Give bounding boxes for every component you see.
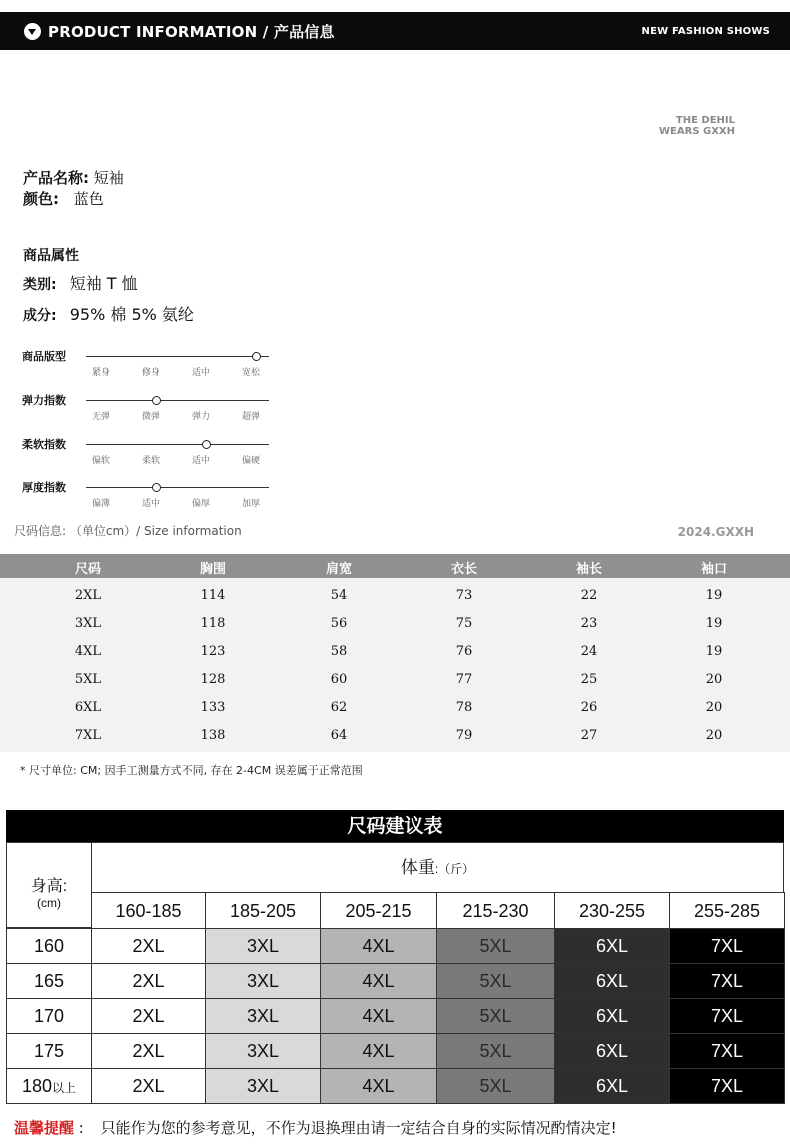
size-cell: 3XL: [205, 1068, 321, 1104]
measurement-cell: 58: [330, 644, 348, 659]
weight-label: 体重: [400, 858, 435, 877]
size-cell: 6XL: [554, 998, 670, 1034]
indicator-tick-label: 偏软: [92, 456, 111, 466]
size-cell: 6XL: [554, 1068, 670, 1104]
size-cell: 2XL: [91, 1068, 206, 1104]
height-value: 175: [33, 1041, 65, 1061]
indicator-tick-label: 弹力: [192, 412, 211, 422]
measurement-cell: 24: [580, 644, 598, 659]
attributes-title: 商品属性: [23, 248, 79, 264]
measurement-cell: 19: [705, 588, 723, 603]
indicator-tick-label: 紧身: [92, 368, 111, 378]
indicator-row: [22, 392, 282, 432]
measurement-header-cell: 胸围: [199, 562, 226, 577]
measurement-table: [0, 554, 790, 752]
size-cell: 6XL: [554, 963, 670, 999]
measurement-cell: 133: [200, 700, 226, 715]
size-cell: 7XL: [669, 1033, 785, 1069]
indicator-label: 柔软指数: [22, 438, 66, 451]
height-value: 170: [33, 1006, 65, 1026]
measurement-cell: 54: [330, 588, 348, 603]
height-value-cell: [6, 1068, 92, 1104]
indicator-row: [22, 348, 282, 388]
material-value: 95% 棉 5% 氨纶: [69, 305, 194, 324]
dropdown-circle-icon: [24, 23, 41, 40]
indicator-track: [86, 356, 269, 357]
size-cell: 7XL: [669, 1068, 785, 1104]
measurement-header-row: [0, 554, 790, 578]
measurement-cell: 128: [200, 672, 226, 687]
measurement-header-cell: 尺码: [74, 562, 101, 577]
weight-range-cell: 215-230: [436, 892, 555, 929]
indicator-track: [86, 444, 269, 445]
measurement-row: [0, 722, 790, 750]
size-cell: 3XL: [205, 998, 321, 1034]
size-cell: 5XL: [436, 1068, 555, 1104]
indicator-tick-label: 宽松: [242, 368, 261, 378]
size-cell: 4XL: [320, 1033, 437, 1069]
measurement-cell: 56: [330, 616, 348, 631]
measurement-cell: 75: [455, 616, 473, 631]
measurement-cell: 114: [200, 588, 226, 603]
indicator-row: [22, 436, 282, 476]
measurement-cell: 3XL: [74, 616, 102, 631]
size-cell: 7XL: [669, 928, 785, 964]
measurement-row: [0, 582, 790, 610]
weight-range-cell: 205-215: [320, 892, 437, 929]
page-title: PRODUCT INFORMATION / 产品信息: [48, 23, 335, 41]
size-cell: 5XL: [436, 963, 555, 999]
weight-header-cell: [91, 842, 784, 893]
indicator-knob: [252, 352, 261, 361]
size-cell: 3XL: [205, 963, 321, 999]
indicator-knob: [152, 396, 161, 405]
year-mark: 2024.GXXH: [677, 525, 754, 539]
indicator-tick-label: 超弹: [242, 412, 261, 422]
header-bar: [0, 12, 790, 50]
recommendation-title: 尺码建议表: [6, 810, 784, 842]
material-row: [23, 302, 194, 325]
measurement-row: [0, 610, 790, 638]
product-color-row: [23, 188, 104, 209]
measurement-cell: 6XL: [74, 700, 102, 715]
measurement-cell: 4XL: [74, 644, 102, 659]
measurement-cell: 25: [580, 672, 598, 687]
measurement-header-cell: 肩宽: [325, 562, 352, 577]
indicator-tick-label: 偏硬: [242, 456, 261, 466]
measurement-cell: 23: [580, 616, 598, 631]
brand-mark: [659, 115, 735, 137]
size-cell: 5XL: [436, 1033, 555, 1069]
height-value-cell: [6, 1033, 92, 1069]
indicator-track: [86, 487, 269, 488]
measurement-cell: 5XL: [74, 672, 102, 687]
size-cell: 2XL: [91, 963, 206, 999]
measurement-cell: 7XL: [74, 728, 102, 743]
measurement-cell: 76: [455, 644, 473, 659]
reminder-note: [14, 1117, 617, 1138]
indicator-knob: [202, 440, 211, 449]
size-cell: 4XL: [320, 963, 437, 999]
height-label: 身高:: [30, 878, 68, 895]
weight-unit: :（斤）: [434, 862, 475, 876]
weight-range-cell: 255-285: [669, 892, 785, 929]
header-tagline: NEW FASHION SHOWS: [641, 26, 770, 37]
height-value: 165: [33, 971, 65, 991]
size-cell: 7XL: [669, 963, 785, 999]
product-color-label: 颜色:: [23, 190, 59, 208]
measurement-cell: 62: [330, 700, 348, 715]
size-info-caption: 尺码信息: （单位cm）/ Size information: [14, 524, 242, 538]
height-value-cell: [6, 998, 92, 1034]
height-header-cell: [6, 842, 92, 928]
size-cell: 6XL: [554, 1033, 670, 1069]
size-cell: 4XL: [320, 928, 437, 964]
indicator-track: [86, 400, 269, 401]
height-value: 160: [33, 936, 65, 956]
measurement-cell: 20: [705, 672, 723, 687]
size-cell: 5XL: [436, 928, 555, 964]
height-unit: (cm): [37, 896, 61, 910]
size-cell: 6XL: [554, 928, 670, 964]
measurement-cell: 27: [580, 728, 598, 743]
measurement-cell: 64: [330, 728, 348, 743]
brand-line-2: WEARS GXXH: [659, 126, 735, 137]
category-value: 短袖 T 恤: [69, 274, 138, 293]
measurement-cell: 2XL: [74, 588, 102, 603]
indicator-tick-label: 适中: [192, 456, 211, 466]
weight-range-cell: 160-185: [91, 892, 206, 929]
measurement-cell: 60: [330, 672, 348, 687]
indicator-tick-label: 适中: [142, 499, 161, 509]
reminder-label: 温馨提醒: [14, 1119, 75, 1137]
indicator-tick-label: 柔软: [142, 456, 161, 466]
size-cell: 4XL: [320, 1068, 437, 1104]
measurement-cell: 20: [705, 728, 723, 743]
height-value: 180: [21, 1076, 53, 1096]
size-cell: 3XL: [205, 928, 321, 964]
weight-range-cell: 185-205: [205, 892, 321, 929]
height-suffix: 以上: [52, 1081, 77, 1095]
reminder-colon: :: [78, 1119, 84, 1137]
indicator-tick-label: 偏薄: [92, 499, 111, 509]
category-row: [23, 271, 138, 294]
indicator-knob: [152, 483, 161, 492]
measurement-cell: 22: [580, 588, 598, 603]
measurement-note: * 尺寸单位: CM; 因手工测量方式不同, 存在 2-4CM 误差属于正常范围: [20, 764, 363, 777]
brand-line-1: THE DEHIL: [675, 115, 735, 126]
size-cell: 4XL: [320, 998, 437, 1034]
reminder-text: 只能作为您的参考意见，不作为退换理由请一定结合自身的实际情况酌情决定!: [100, 1119, 617, 1137]
category-label: 类别:: [23, 277, 57, 293]
measurement-row: [0, 694, 790, 722]
measurement-cell: 73: [455, 588, 473, 603]
indicator-tick-label: 加厚: [242, 499, 261, 509]
measurement-cell: 77: [455, 672, 473, 687]
size-cell: 5XL: [436, 998, 555, 1034]
measurement-header-cell: 衣长: [450, 562, 477, 577]
measurement-cell: 19: [705, 644, 723, 659]
indicator-tick-label: 适中: [192, 368, 211, 378]
height-value-cell: [6, 928, 92, 964]
indicator-tick-label: 偏厚: [192, 499, 211, 509]
indicator-row: [22, 479, 282, 519]
measurement-cell: 19: [705, 616, 723, 631]
measurement-cell: 123: [200, 644, 226, 659]
measurement-row: [0, 666, 790, 694]
measurement-cell: 78: [455, 700, 473, 715]
size-cell: 2XL: [91, 998, 206, 1034]
measurement-row: [0, 638, 790, 666]
product-color-value: 蓝色: [73, 190, 104, 208]
measurement-header-cell: 袖口: [700, 562, 727, 577]
indicator-tick-label: 微弹: [142, 412, 161, 422]
measurement-cell: 118: [200, 616, 226, 631]
indicator-tick-label: 修身: [142, 368, 161, 378]
weight-range-cell: 230-255: [554, 892, 670, 929]
material-label: 成分:: [23, 308, 57, 324]
measurement-cell: 79: [455, 728, 473, 743]
indicator-label: 商品版型: [22, 350, 66, 363]
size-cell: 2XL: [91, 928, 206, 964]
size-cell: 2XL: [91, 1033, 206, 1069]
indicator-tick-label: 无弹: [92, 412, 111, 422]
product-name-label: 产品名称:: [23, 169, 89, 187]
measurement-cell: 138: [200, 728, 226, 743]
size-cell: 3XL: [205, 1033, 321, 1069]
indicator-label: 厚度指数: [22, 481, 66, 494]
measurement-cell: 26: [580, 700, 598, 715]
measurement-cell: 20: [705, 700, 723, 715]
measurement-header-cell: 袖长: [575, 562, 602, 577]
product-name-row: [23, 167, 124, 188]
indicator-label: 弹力指数: [22, 394, 66, 407]
size-cell: 7XL: [669, 998, 785, 1034]
product-name-value: 短袖: [93, 169, 124, 187]
height-value-cell: [6, 963, 92, 999]
